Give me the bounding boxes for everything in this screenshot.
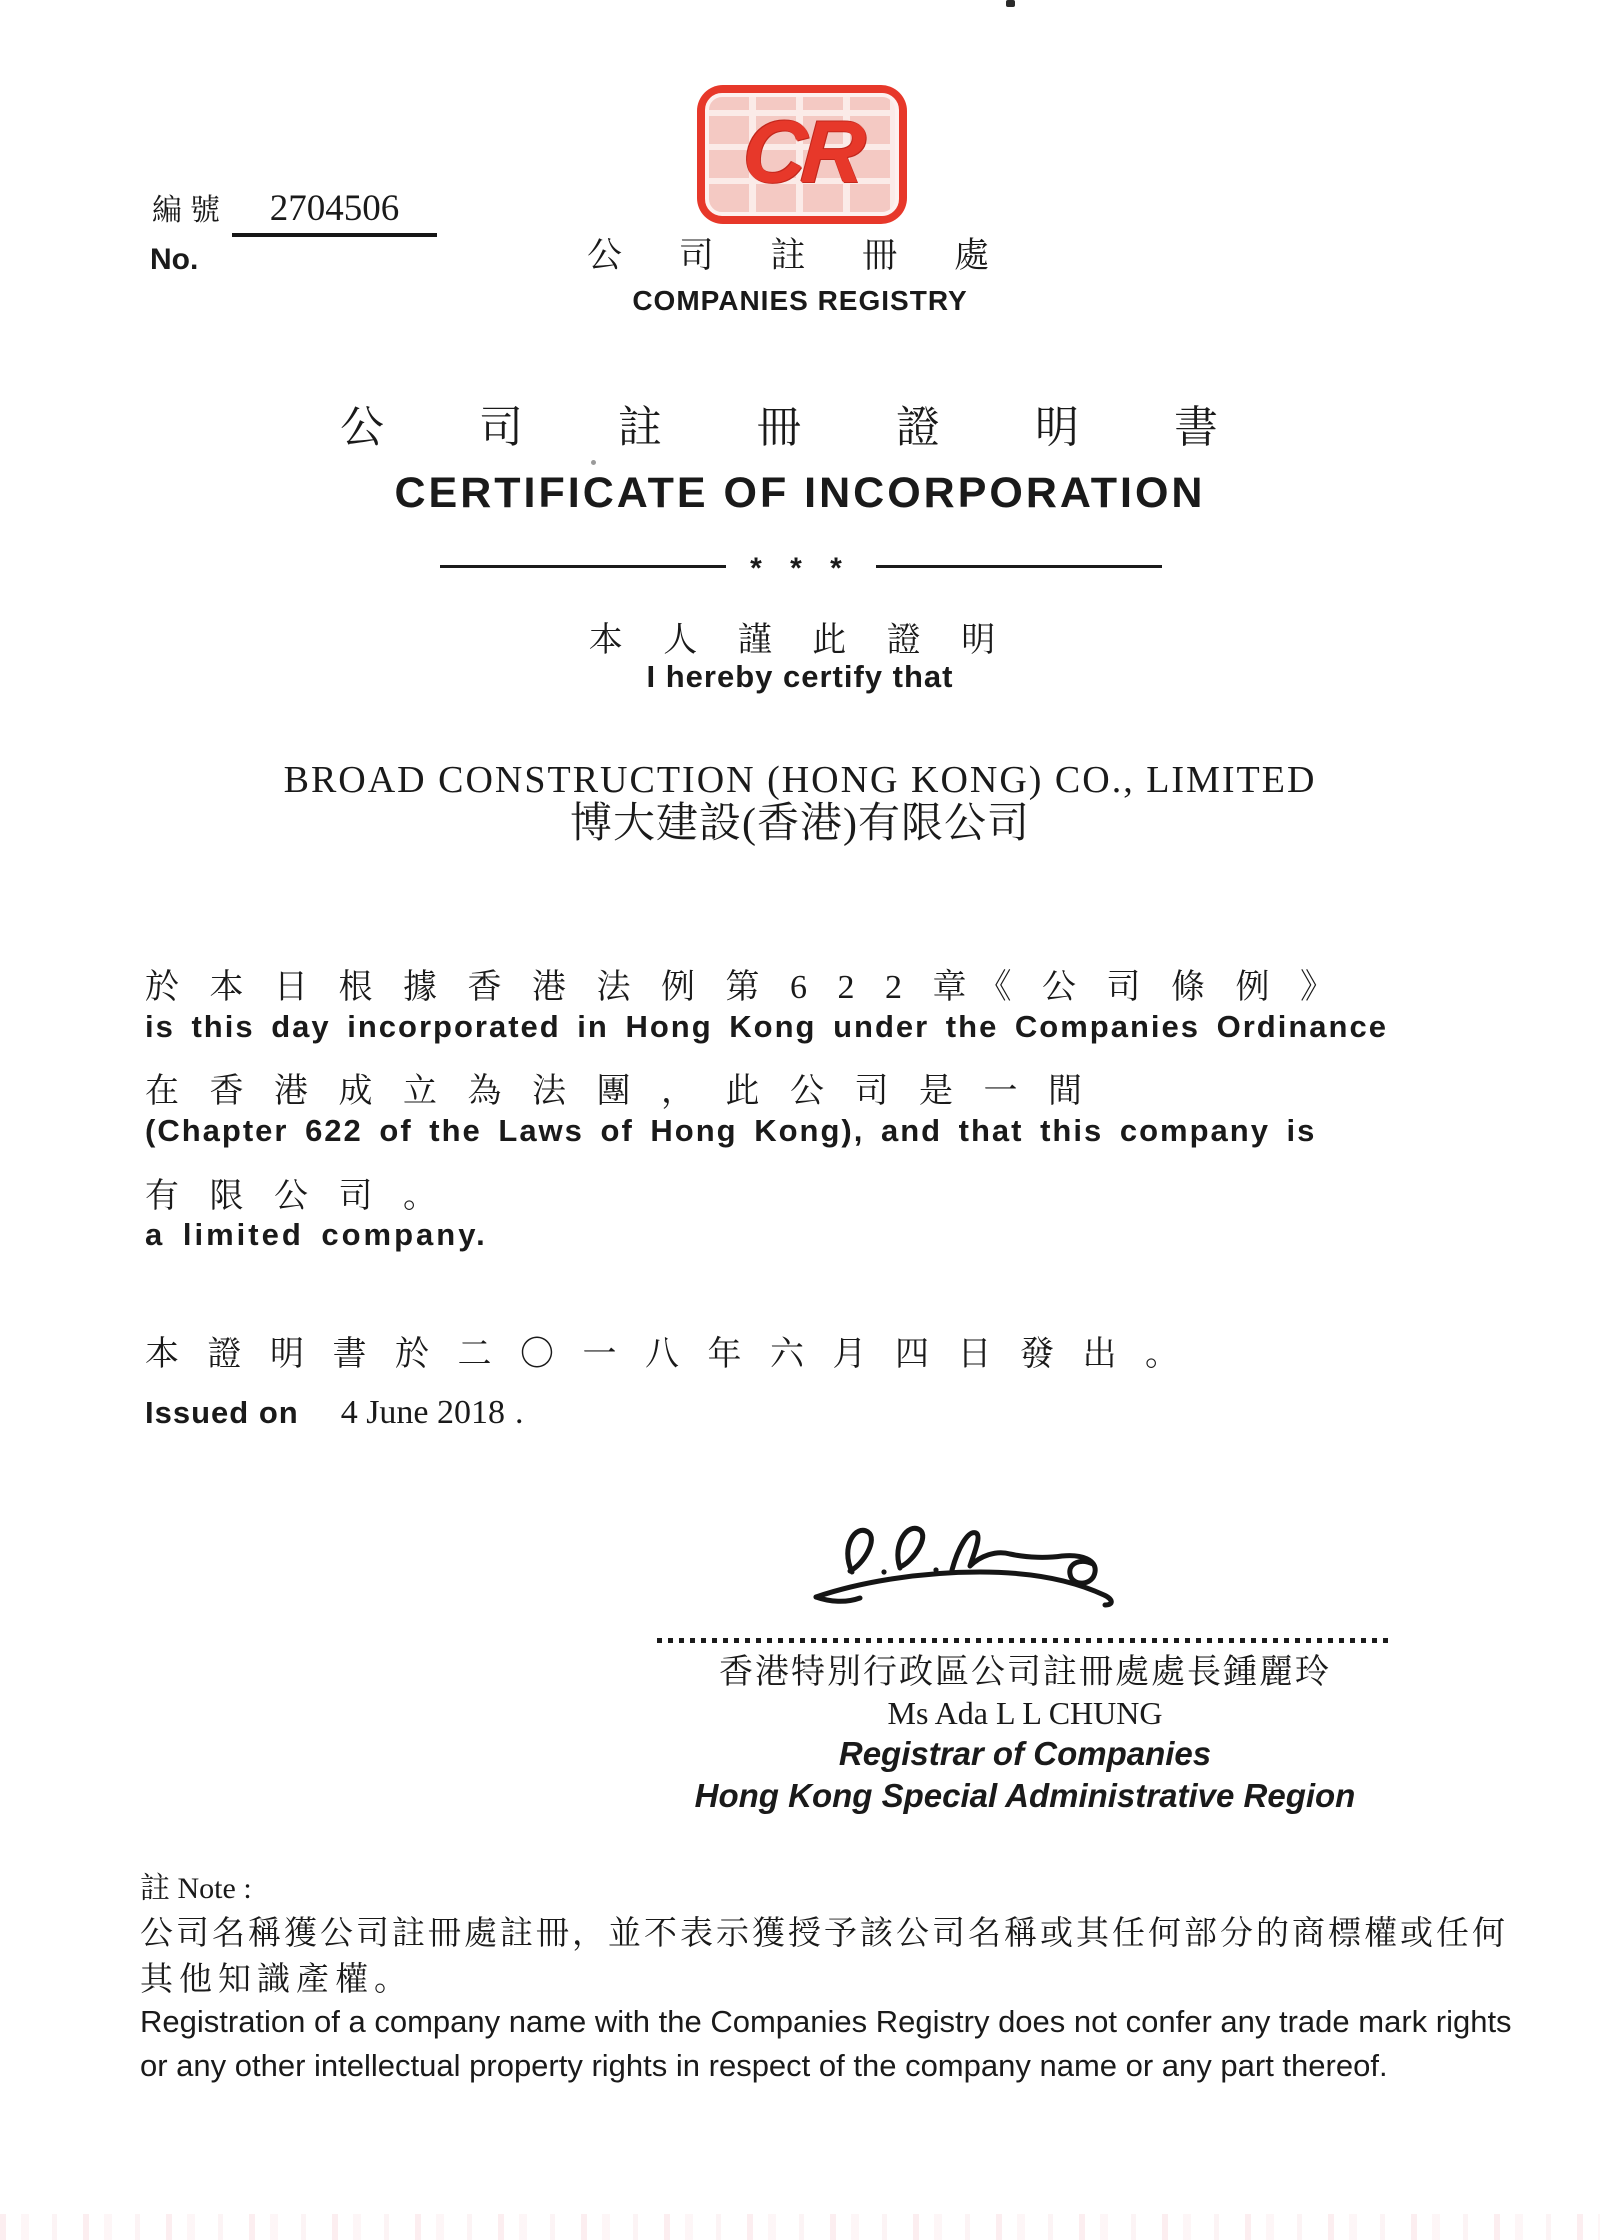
logo-cr-text: CR [740, 101, 865, 201]
number-label-en: No. [150, 243, 199, 276]
logo-brick-background [705, 93, 899, 216]
registry-name-en: COMPANIES REGISTRY [632, 285, 968, 316]
number-label-zh: 編號 [152, 194, 228, 227]
company-name-en: BROAD CONSTRUCTION (HONG KONG) CO., LIMITED [283, 759, 1317, 801]
companies-registry-logo-icon [697, 85, 907, 224]
signature-dotted-line [657, 1638, 1394, 1643]
divider-rule-right [876, 565, 1162, 568]
certificate-number: 2704506 [269, 188, 400, 229]
scan-noise-strip [0, 2214, 1600, 2240]
certify-line-zh: 本 人 謹 此 證 明 [588, 622, 1012, 659]
certificate-title-en: CERTIFICATE OF INCORPORATION [394, 469, 1206, 517]
body-line2-en: (Chapter 622 of the Laws of Hong Kong), and that this company is [145, 1113, 1317, 1148]
registrar-region: Hong Kong Special Administrative Region [694, 1777, 1356, 1814]
body-line1-en: is this day incorporated in Hong Kong under the Companies Ordinance [145, 1009, 1388, 1044]
note-en-line1: Registration of a company name with the Companies Registry does not confer any trade mark rights [140, 2004, 1512, 2039]
note-label: 註 Note : [140, 1872, 252, 1905]
number-underline [232, 233, 437, 237]
issue-date-zh: 本 證 明 書 於 二 〇 一 八 年 六 月 四 日 發 出 。 [145, 1336, 1189, 1373]
divider-stars: * * * [750, 552, 852, 585]
note-zh-line1: 公司名稱獲公司註冊處註冊，並不表示獲授予該公司名稱或其任何部分的商標權或任何 [140, 1916, 1508, 1952]
scan-speck [591, 460, 596, 465]
body-line3-zh: 有 限 公 司 。 [145, 1178, 448, 1215]
company-name-zh: 博大建設(香港)有限公司 [570, 801, 1030, 847]
certify-line-en: I hereby certify that [646, 659, 954, 694]
issued-date-value: 4 June 2018 [340, 1394, 506, 1431]
issued-on-line [145, 1396, 524, 1430]
registrar-line-zh: 香港特別行政區公司註冊處處長鍾麗玲 [719, 1654, 1331, 1691]
note-zh-line2: 其他知識產權。 [140, 1962, 413, 1998]
issued-period: . [515, 1394, 524, 1431]
registrar-name: Ms Ada L L CHUNG [887, 1695, 1163, 1731]
body-line2-zh: 在 香 港 成 立 為 法 團 ， 此 公 司 是 一 間 [145, 1073, 1093, 1110]
certificate-title-zh: 公 司 註 冊 證 明 書 [340, 403, 1260, 452]
registrar-signature [800, 1508, 1140, 1623]
divider-rule-left [440, 565, 726, 568]
body-line1-zh: 於 本 日 根 據 香 港 法 例 第 6 2 2 章《 公 司 條 例 》 [145, 969, 1345, 1006]
body-line3-en: a limited company. [145, 1217, 488, 1252]
registrar-title: Registrar of Companies [838, 1735, 1212, 1772]
note-en-line2: or any other intellectual property rights in respect of the company name or any part thereof. [140, 2048, 1388, 2083]
title-divider [440, 549, 1162, 583]
issued-on-label: Issued on [145, 1395, 299, 1430]
scan-speck [1006, 0, 1015, 7]
registry-name-zh: 公 司 註 冊 處 [586, 236, 1013, 275]
